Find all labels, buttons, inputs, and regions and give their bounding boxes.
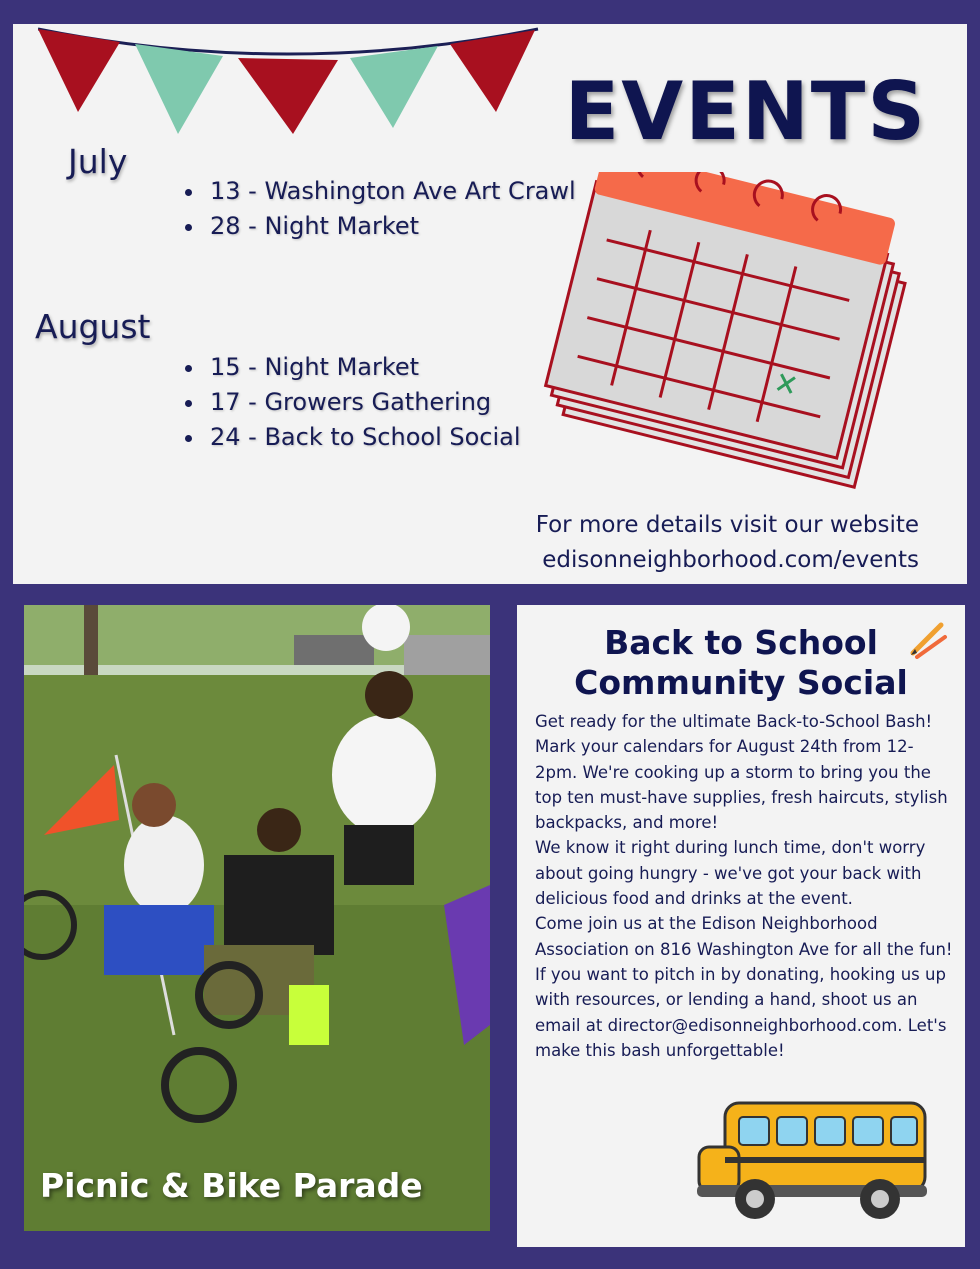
social-paragraph: Get ready for the ultimate Back-to-School Bash! Mark your calendars for August 24th from 12-2pm. We're cooking up a storm to bring you the top ten must-have supplies, fresh haircuts, stylish backpacks, and more! [535, 712, 948, 833]
more-info-text: For more details visit our website [535, 512, 919, 538]
july-event-list [178, 174, 576, 244]
page-title: EVENTS [564, 65, 927, 158]
photo-caption: Picnic & Bike Parade [40, 1166, 423, 1205]
month-heading-august: August [35, 307, 151, 346]
school-bus-icon [695, 1095, 935, 1225]
calendar-icon [528, 172, 928, 492]
social-paragraph: If you want to pitch in by donating, hooking us up with resources, or lending a hand, shoot us an email at director@edisonneighborhood.com. Let's make this bash unforgettable! [535, 964, 947, 1060]
list-item: • 28 - Night Market [206, 209, 576, 244]
month-heading-july: July [68, 142, 128, 181]
events-panel [13, 24, 967, 584]
website-link[interactable]: edisonneighborhood.com/events [542, 547, 919, 573]
list-item: • 13 - Washington Ave Art Crawl [206, 174, 576, 209]
social-title-line: Back to School [604, 623, 878, 662]
bunting-decoration [38, 24, 548, 144]
photo-scene [24, 605, 490, 1231]
event-photo [24, 605, 490, 1231]
more-info [536, 508, 919, 578]
list-item: • 24 - Back to School Social [206, 420, 521, 455]
social-paragraph: We know it right during lunch time, don't worry about going hungry - we've got your back with delicious food and drinks at the event. [535, 838, 926, 909]
august-event-list [178, 350, 521, 455]
social-title-line: Community Social [574, 663, 908, 702]
list-item: • 17 - Growers Gathering [206, 385, 521, 420]
social-description [535, 709, 953, 1063]
pencil-icon [909, 619, 949, 659]
list-item: • 15 - Night Market [206, 350, 521, 385]
social-title [517, 623, 965, 703]
social-paragraph: Come join us at the Edison Neighborhood Association on 816 Washington Ave for all the fun! [535, 914, 953, 959]
social-panel [517, 605, 965, 1247]
